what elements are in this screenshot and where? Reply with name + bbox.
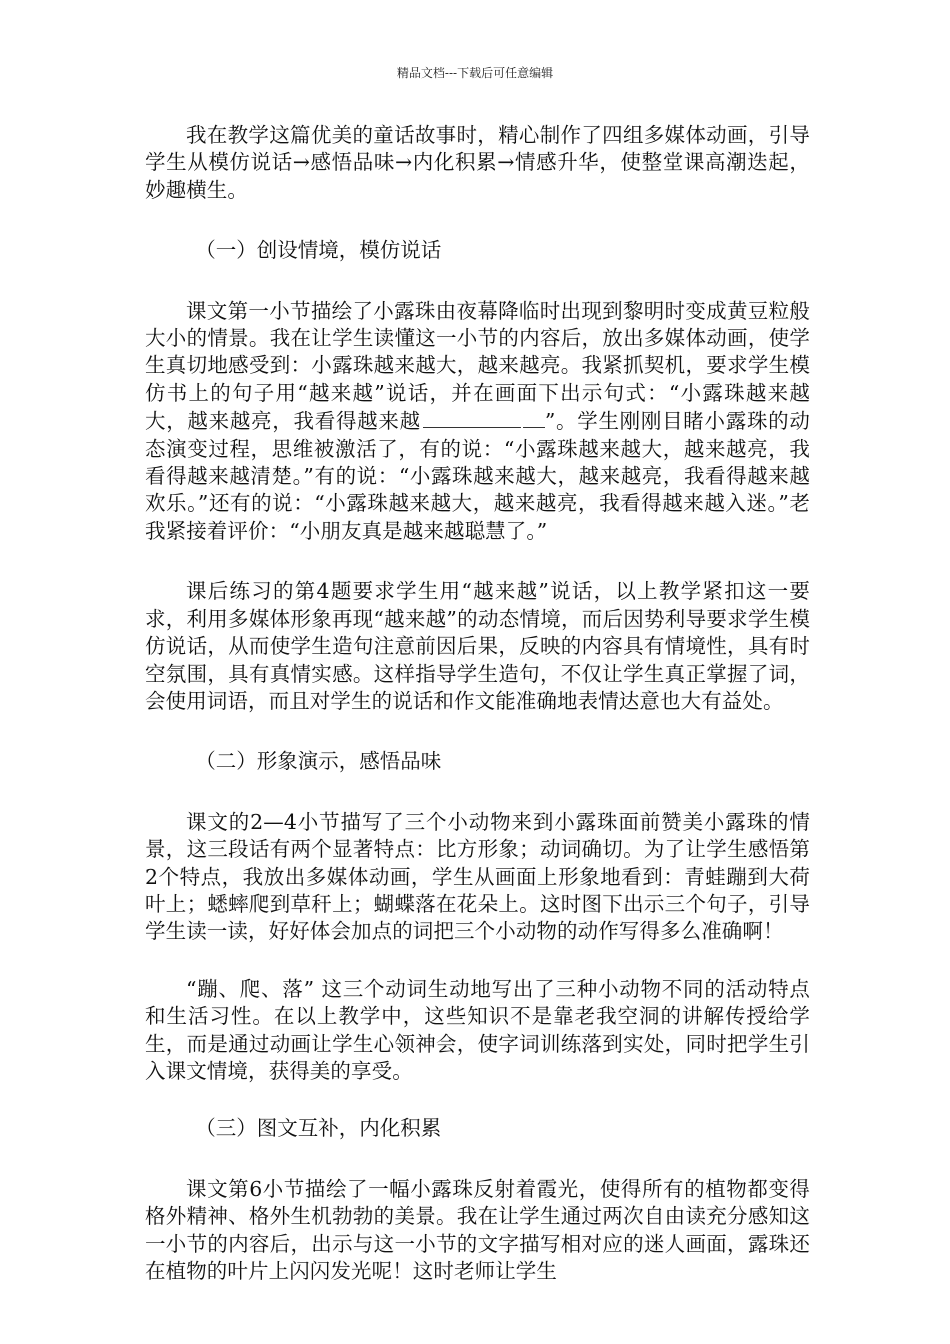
section-1-paragraph-2: 课后练习的第4题要求学生用“越来越”说话，以上教学紧扣这一要求，利用多媒体形象再现“越来越”的动态情境，而后因势利导要求学生模仿说话，从而使学生造句注意前因后果，反映的内容具有情境性，具有时空氛围，具有真情实感。这样指导学生造句，不仅让学生真正掌握了词，会使用词语，而且对学生的说话和作文能准确地表情达意也大有益处。	[145, 579, 810, 713]
section-2-heading: （二）形象演示，感悟品味	[195, 749, 442, 774]
section-1-heading: （一）创设情境，模仿说话	[195, 238, 442, 263]
fill-in-blank	[423, 407, 521, 428]
fill-in-blank-continued	[523, 407, 545, 428]
section-3-heading: （三）图文互补，内化积累	[195, 1116, 442, 1141]
paragraph-text: ”。学生刚刚目睹小露珠的动态演变过程，思维被激活了，有的说：“小露珠越来越大，越来越亮，我看得越来越清楚。”有的说：“小露珠越来越大，越来越亮，我看得越来越欢乐。”还有的说：“小露珠越来越大，越来越亮，我看得越来越入迷。”老我紧接着评价：“小朋友真是越来越聪慧了。”	[145, 409, 810, 543]
section-2-paragraph-2: “蹦、爬、落” 这三个动词生动地写出了三种小动物不同的活动特点和生活习性。在以上教学中，这些知识不是靠老我空洞的讲解传授给学生，而是通过动画让学生心领神会，使字词训练落到实处，同时把学生引入课文情境，获得美的享受。	[145, 976, 810, 1083]
document-body	[145, 122, 810, 1315]
section-1-paragraph-1	[145, 298, 810, 546]
paragraph-text: 课文第一小节描绘了小露珠由夜幕降临时出现到黎明时变成黄豆粒般大小的情景。我在让学生读懂这一小节的内容后，放出多媒体动画，使学生真切地感受到：小露珠越来越大，越来越亮。我紧抓契机，要求学生模仿书上的句子用“越来越”说话，并在画面下出示句式：“小露珠越来越大，越来越亮，我看得越来越	[145, 298, 810, 434]
intro-paragraph: 我在教学这篇优美的童话故事时，精心制作了四组多媒体动画，引导学生从模仿说话→感悟品味→内化积累→情感升华，使整堂课高潮迭起，妙趣横生。	[145, 123, 810, 202]
section-3-paragraph-1: 课文第6小节描绘了一幅小露珠反射着霞光，使得所有的植物都变得格外精神、格外生机勃勃的美景。我在让学生通过两次自由读充分感知这一小节的内容后，出示与这一小节的文字描写相对应的迷人画面，露珠还在植物的叶片上闪闪发光呢！这时老师让学生	[145, 1176, 810, 1283]
page-header: 精品文档---下载后可任意编辑	[396, 66, 554, 80]
section-2-paragraph-1: 课文的2—4小节描写了三个小动物来到小露珠面前赞美小露珠的情景，这三段话有两个显著特点：比方形象；动词确切。为了让学生感悟第2个特点，我放出多媒体动画，学生从画面上形象地看到：青蛙蹦到大荷叶上；蟋蟀爬到草秆上；蝴蝶落在花朵上。这时图下出示三个句子，引导学生读一读，好好体会加点的词把三个小动物的动作写得多么准确啊！	[145, 809, 810, 944]
